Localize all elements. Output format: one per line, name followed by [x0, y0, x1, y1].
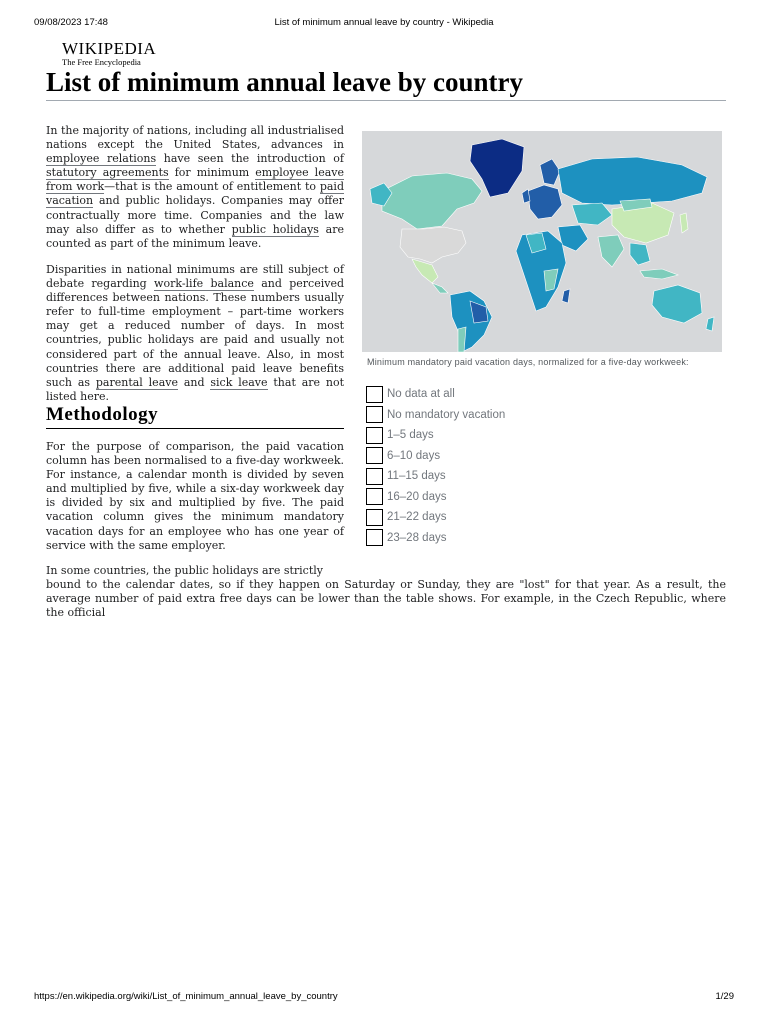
- print-title: List of minimum annual leave by country - Wikipedia: [274, 17, 494, 28]
- legend-item: [366, 384, 566, 405]
- print-footer: [34, 991, 734, 1005]
- paragraph-text: are counted as part of the minimum leave.: [46, 222, 344, 250]
- page-title: List of minimum annual leave by country: [46, 66, 726, 101]
- legend-swatch: [366, 509, 383, 526]
- inline-link[interactable]: work-life balance: [154, 277, 254, 291]
- inline-link[interactable]: sick leave: [210, 375, 268, 389]
- legend-swatch: [366, 386, 383, 403]
- methodology-heading: Methodology: [46, 403, 344, 429]
- legend-swatch: [366, 488, 383, 505]
- map-caption: Minimum mandatory paid vacation days, normalized for a five-day workweek:: [367, 357, 689, 367]
- inline-link[interactable]: public holidays: [231, 222, 319, 236]
- paragraph-text: have seen the introduction of: [156, 152, 344, 166]
- world-map-image[interactable]: [362, 131, 722, 352]
- paragraph-text: In the majority of nations, including all industrialised nations except the United States, advances in: [46, 124, 344, 152]
- logo-tagline: The Free Encyclopedia: [62, 57, 141, 67]
- legend-item: [366, 528, 566, 549]
- legend-swatch: [366, 406, 383, 423]
- logo-wordmark-text: WIKIPEDIA: [62, 39, 157, 58]
- map-figure: [362, 131, 722, 369]
- legend-label: 11–15 days: [387, 470, 446, 483]
- holidays-paragraph: [46, 564, 726, 620]
- inline-link[interactable]: employee leave from work: [46, 166, 344, 194]
- inline-link[interactable]: paid vacation: [46, 180, 344, 208]
- print-header: [34, 17, 734, 31]
- print-date: 09/08/2023 17:48: [34, 17, 108, 28]
- legend-item: [366, 405, 566, 426]
- legend-item: [366, 466, 566, 487]
- paragraph-text: that are not listed here.: [46, 375, 345, 403]
- wikipedia-logo[interactable]: [62, 40, 156, 68]
- legend-label: 21–22 days: [387, 511, 447, 524]
- legend-item: [366, 507, 566, 528]
- inline-link[interactable]: employee relations: [46, 152, 157, 166]
- legend-item: [366, 425, 566, 446]
- print-page-number: 1/29: [715, 991, 734, 1002]
- legend-item: [366, 487, 566, 508]
- holidays-paragraph-start: In some countries, the public holidays are strictly: [46, 564, 323, 577]
- paragraph-text: and public holidays. Companies may offer contractually more time. Companies and the law may also differ as to whether: [46, 194, 344, 236]
- legend-label: 16–20 days: [387, 490, 447, 503]
- legend-item: [366, 446, 566, 467]
- paragraph-text: Disparities in national minimums are still subject of debate regarding: [46, 263, 344, 291]
- legend-label: No mandatory vacation: [387, 408, 506, 421]
- map-legend: [366, 384, 566, 548]
- paragraph-text: —that is the amount of entitlement to: [104, 180, 320, 194]
- legend-swatch: [366, 427, 383, 444]
- legend-label: No data at all: [387, 388, 455, 401]
- methodology-paragraph: For the purpose of comparison, the paid vacation column has been normalised to a five-day workweek. For instance, a calendar month is divided by seven and multiplied by five, while a six-day workweek day is divided by six and multiplied by five. The paid vacation column gives the minimum mandatory vacation days for an employee who has one year of service with the same employer.: [46, 440, 344, 552]
- paragraph-text: and perceived differences between nations. These numbers usually refer to full-time employment – part-time workers may get a reduced number of days. In most countries, public holidays are paid and usually not considered part of the annual leave. Also, in most countries there are additional paid leave benefits such as: [46, 277, 344, 389]
- logo-wordmark: [62, 40, 156, 57]
- inline-link[interactable]: statutory agreements: [46, 166, 169, 180]
- legend-swatch: [366, 447, 383, 464]
- print-url: https://en.wikipedia.org/wiki/List_of_minimum_annual_leave_by_country: [34, 991, 338, 1002]
- legend-label: 6–10 days: [387, 449, 441, 462]
- intro-paragraph-1: [46, 124, 344, 251]
- legend-swatch: [366, 468, 383, 485]
- intro-paragraph-2: [46, 263, 344, 404]
- legend-label: 1–5 days: [387, 429, 434, 442]
- inline-link[interactable]: parental leave: [95, 375, 178, 389]
- holidays-paragraph-rest: bound to the calendar dates, so if they happen on Saturday or Sunday, they are "lost" for that year. As a result, the average number of paid extra free days can be lower than the table shows. For example, in the Czech Republic, where the official: [46, 578, 726, 620]
- legend-swatch: [366, 529, 383, 546]
- paragraph-text: and: [177, 375, 211, 389]
- paragraph-text: for minimum: [168, 166, 256, 180]
- legend-label: 23–28 days: [387, 531, 447, 544]
